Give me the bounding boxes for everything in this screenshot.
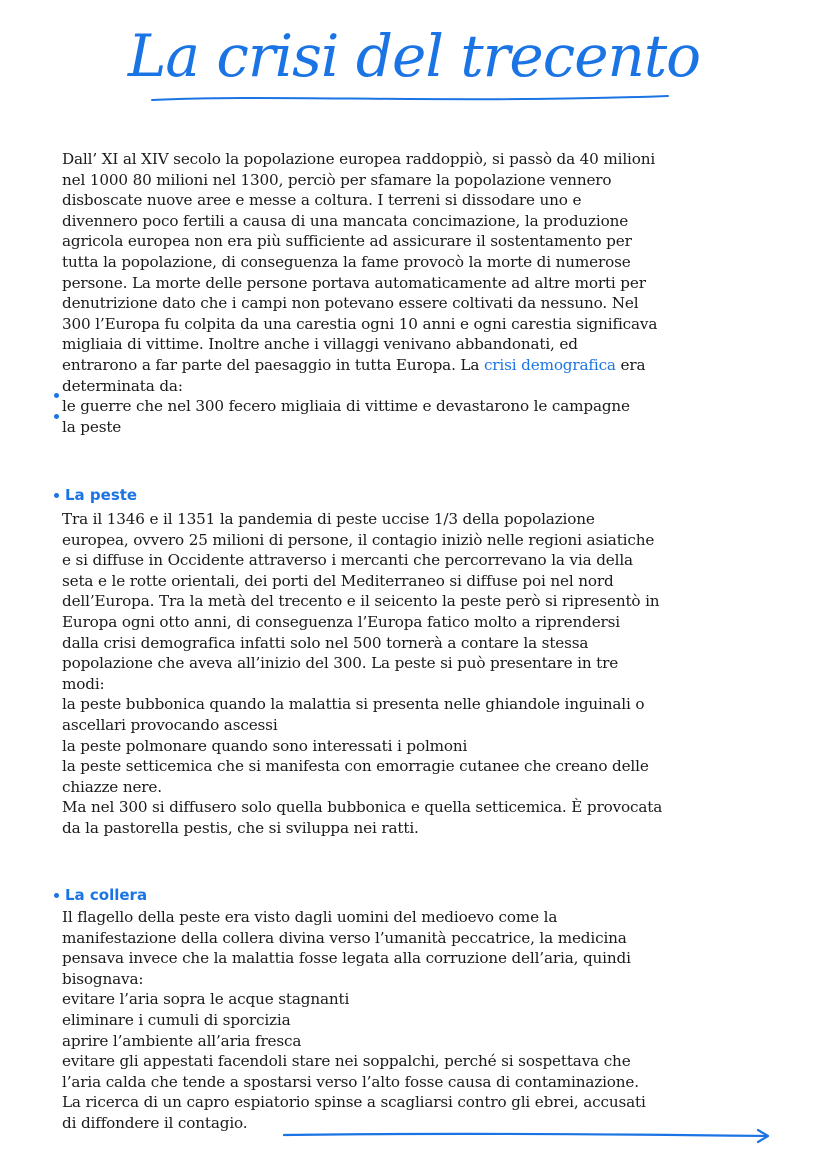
text-line: modi: — [62, 674, 105, 693]
bullet-dot-icon — [54, 893, 59, 898]
text-line: seta e le rotte orientali, dei porti del Mediterraneo si diffuse poi nel nord — [62, 571, 614, 590]
text-line: La ricerca di un capro espiatorio spinse a scagliarsi contro gli ebrei, accusati — [62, 1093, 646, 1112]
text-line: Tra il 1346 e il 1351 la pandemia di peste uccise 1/3 della popolazione — [62, 510, 595, 528]
text-line: Europa ogni otto anni, di conseguenza l’Europa fatico molto a riprendersi — [62, 612, 621, 631]
text-line: evitare l’aria sopra le acque stagnanti — [62, 990, 350, 1009]
text-line: denutrizione dato che i campi non potevano essere coltivati da nessuno. Nel — [62, 294, 639, 313]
intro-paragraph — [62, 149, 752, 437]
text-segment: era — [615, 355, 646, 374]
text-line: Dall’ XI al XIV secolo la popolazione europea raddoppiò, si passò da 40 milioni — [62, 150, 656, 168]
text-line: evitare gli appestati facendoli stare nei soppalchi, perché si sospettava che — [62, 1052, 631, 1071]
text-line: 300 l’Europa fu colpita da una carestia ogni 10 anni e ogni carestia significava — [62, 314, 658, 333]
page-title: La crisi del trecento — [127, 22, 701, 90]
collera-paragraph — [62, 907, 752, 1134]
arrow-right-icon — [282, 1126, 774, 1146]
text-line: nel 1000 80 milioni nel 1300, perciò per sfamare la popolazione vennero — [62, 170, 612, 189]
text-segment: entrarono a far parte del paesaggio in tutta Europa. La — [62, 355, 484, 374]
text-line: tutta la popolazione, di conseguenza la fame provocò la morte di numerose — [62, 252, 631, 271]
text-line: divennero poco fertili a causa di una mancata concimazione, la produzione — [62, 211, 629, 230]
text-line: chiazze nere. — [62, 777, 162, 796]
text-line: da la pastorella pestis, che si sviluppa nei ratti. — [62, 818, 419, 837]
text-line: pensava invece che la malattia fosse legata alla corruzione dell’aria, quindi — [62, 949, 631, 968]
bullet-dot-icon — [54, 414, 59, 419]
text-line: Il flagello della peste era visto dagli uomini del medioevo come la — [62, 908, 558, 926]
text-line: migliaia di vittime. Inoltre anche i villaggi venivano abbandonati, ed — [62, 335, 578, 354]
section-heading-label: La peste — [65, 486, 138, 504]
text-line — [62, 355, 752, 376]
list-item-guerre: le guerre che nel 300 fecero migliaia di vittime e devastarono le campagne — [62, 397, 630, 416]
text-line: europea, ovvero 25 milioni di persone, il contagio iniziò nelle regioni asiatiche — [62, 530, 655, 549]
text-line: dell’Europa. Tra la metà del trecento e il seicento la peste però si ripresentò in — [62, 592, 660, 611]
list-item-peste: la peste — [62, 417, 122, 436]
peste-paragraph — [62, 509, 752, 839]
text-line: l’aria calda che tende a spostarsi verso l’alto fosse causa di contaminazione. — [62, 1072, 639, 1091]
text-line: determinata da: — [62, 376, 183, 395]
text-line: manifestazione della collera divina verso l’umanità peccatrice, la medicina — [62, 928, 627, 947]
text-line: persone. La morte delle persone portava automaticamente ad altre morti per — [62, 273, 646, 292]
text-line: la peste polmonare quando sono interessati i polmoni — [62, 736, 468, 755]
bullet-dot-icon — [54, 393, 59, 398]
text-line: ascellari provocando ascessi — [62, 715, 278, 734]
text-line: bisognava: — [62, 969, 144, 988]
text-line: aprire l’ambiente all’aria fresca — [62, 1031, 302, 1050]
text-line: e si diffuse in Occidente attraverso i mercanti che percorrevano la via della — [62, 551, 633, 570]
text-line: Ma nel 300 si diffusero solo quella bubbonica e quella setticemica. È provocata — [62, 798, 663, 817]
title-underline — [150, 92, 670, 106]
text-line: agricola europea non era più sufficiente ad assicurare il sostentamento per — [62, 232, 632, 251]
text-line: la peste bubbonica quando la malattia si presenta nelle ghiandole inguinali o — [62, 695, 645, 714]
section-heading-label: La collera — [65, 886, 148, 904]
section-heading-peste — [54, 486, 137, 504]
text-line: disboscate nuove aree e messe a coltura. I terreni si dissodare uno e — [62, 191, 582, 210]
text-line: di diffondere il contagio. — [62, 1113, 248, 1132]
section-heading-collera — [54, 886, 147, 904]
bullet-dot-icon — [54, 493, 59, 498]
text-line: popolazione che aveva all’inizio del 300. La peste si può presentare in tre — [62, 654, 619, 673]
highlight-crisi-demografica: crisi demografica — [483, 355, 616, 374]
text-line: la peste setticemica che si manifesta con emorragie cutanee che creano delle — [62, 757, 649, 776]
text-line: eliminare i cumuli di sporcizia — [62, 1010, 291, 1029]
text-line: dalla crisi demografica infatti solo nel 500 tornerà a contare la stessa — [62, 633, 589, 652]
